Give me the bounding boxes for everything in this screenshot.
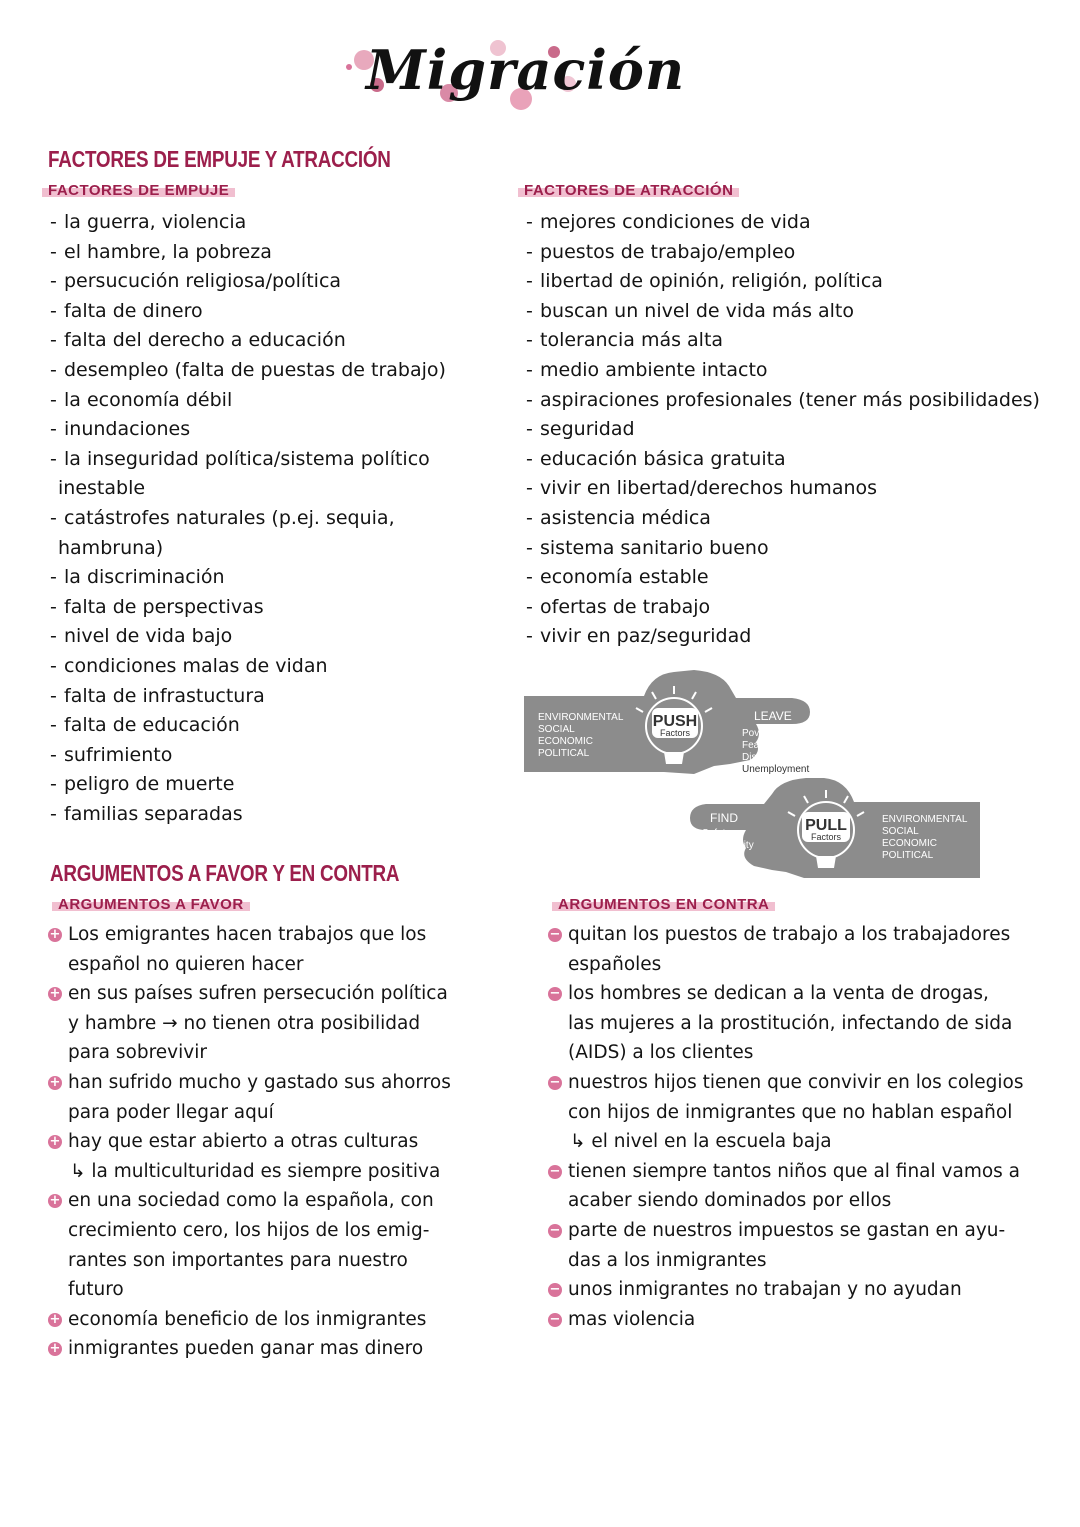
argument-line: futuro xyxy=(68,1279,124,1301)
argument-line: rantes son importantes para nuestro xyxy=(68,1249,408,1271)
list-item: - persucución religiosa/política xyxy=(50,267,446,297)
argument-line: economía beneficio de los inmigrantes xyxy=(68,1308,427,1330)
minus-bullet-icon: − xyxy=(549,1074,561,1090)
pull-sub: Factors xyxy=(810,832,842,842)
list-item: - tolerancia más alta xyxy=(526,326,1040,356)
list-item: - la guerra, violencia xyxy=(50,208,446,238)
list-item: - condiciones malas de vidan xyxy=(50,652,446,682)
push-reason: Poverty xyxy=(742,728,776,739)
section-heading-factors: FACTORES DE EMPUJE Y ATRACCIÓN xyxy=(48,146,391,172)
argument-line: Los emigrantes hacen trabajos que los xyxy=(68,924,427,945)
push-pull-graphic xyxy=(524,668,980,880)
argument-line: quitan los puestos de trabajo a los trabajadores xyxy=(568,924,1011,945)
minus-bullet-icon: − xyxy=(549,1311,561,1327)
list-item: - nivel de vida bajo xyxy=(50,622,446,652)
argument-item xyxy=(48,1305,451,1335)
argument-line: y hambre → no tienen otra posibilidad xyxy=(68,1012,421,1034)
list-item: - vivir en paz/seguridad xyxy=(526,622,1040,652)
argument-item xyxy=(48,920,451,979)
list-item: - familias separadas xyxy=(50,800,446,830)
plus-bullet-icon: + xyxy=(49,1193,61,1209)
push-factors-list xyxy=(50,208,446,829)
push-factors-heading: FACTORES DE EMPUJE xyxy=(42,182,235,199)
argument-line: nuestros hijos tienen que convivir en los colegios xyxy=(568,1071,1024,1093)
push-category: ENVIRONMENTAL xyxy=(538,712,624,723)
push-sub: Factors xyxy=(659,728,691,738)
list-item: - la inseguridad política/sistema político xyxy=(50,445,446,475)
pull-category: ENVIRONMENTAL xyxy=(882,814,968,825)
argument-item xyxy=(548,1157,1024,1216)
argument-line: hay que estar abierto a otras culturas xyxy=(68,1131,419,1153)
push-word: PUSH xyxy=(652,713,698,730)
pull-reason: Opportunity xyxy=(702,840,754,851)
push-reason: Disasters xyxy=(742,752,784,763)
pull-factors-list xyxy=(526,208,1040,652)
argument-item xyxy=(548,920,1024,979)
argument-line: para sobrevivir xyxy=(68,1042,207,1064)
list-item: - falta de perspectivas xyxy=(50,593,446,623)
push-category: POLITICAL xyxy=(538,748,590,759)
list-item: - asistencia médica xyxy=(526,504,1040,534)
minus-bullet-icon: − xyxy=(549,1282,561,1298)
list-item: - inundaciones xyxy=(50,415,446,445)
argument-line: (AIDS) a los clientes xyxy=(568,1042,754,1064)
plus-bullet-icon: + xyxy=(49,927,61,942)
argument-line: español no quieren hacer xyxy=(68,953,304,975)
argument-item xyxy=(548,1068,1024,1157)
argument-item xyxy=(48,1186,451,1304)
argument-line: en sus países sufren persecución política xyxy=(68,983,448,1005)
argument-line: parte de nuestros impuestos se gastan en ayu- xyxy=(568,1219,1006,1241)
list-item: - economía estable xyxy=(526,563,1040,593)
section-heading-arguments: ARGUMENTOS A FAVOR Y EN CONTRA xyxy=(50,860,400,886)
argument-line: en una sociedad como la española, con xyxy=(68,1190,434,1212)
list-item: - falta de infrastuctura xyxy=(50,682,446,712)
plus-bullet-icon: + xyxy=(49,1134,61,1150)
list-item: - la discriminación xyxy=(50,563,446,593)
argument-line: ↳ el nivel en la escuela baja xyxy=(570,1131,832,1153)
plus-bullet-icon: + xyxy=(49,1074,61,1090)
contra-arguments-list xyxy=(548,920,1024,1334)
argument-line: con hijos de inmigrantes que no hablan español xyxy=(568,1101,1013,1123)
list-item: - educación básica gratuita xyxy=(526,445,1040,475)
pull-factors-heading: FACTORES DE ATRACCIÓN xyxy=(518,182,739,199)
list-item: - puestos de trabajo/empleo xyxy=(526,238,1040,268)
argument-item xyxy=(548,1305,1024,1335)
list-item: - catástrofes naturales (p.ej. sequia, xyxy=(50,504,446,534)
plus-bullet-icon: + xyxy=(49,986,61,1002)
title-block xyxy=(340,30,686,120)
pull-category: SOCIAL xyxy=(882,826,919,837)
list-item: - el hambre, la pobreza xyxy=(50,238,446,268)
pull-category: ECONOMIC xyxy=(882,838,937,849)
list-item: - vivir en libertad/derechos humanos xyxy=(526,474,1040,504)
list-item: hambruna) xyxy=(58,536,164,559)
minus-bullet-icon: − xyxy=(549,986,561,1002)
list-item: - desempleo (falta de puestas de trabajo) xyxy=(50,356,446,386)
argument-item xyxy=(548,1275,1024,1305)
argument-item xyxy=(48,1068,451,1127)
push-pull-illustration xyxy=(524,668,980,880)
plus-bullet-icon: + xyxy=(49,1341,61,1357)
minus-bullet-icon: − xyxy=(549,1163,561,1179)
decor-dot xyxy=(346,64,352,70)
argument-item xyxy=(548,979,1024,1068)
list-item: inestable xyxy=(58,477,146,500)
push-action: LEAVE xyxy=(754,709,792,723)
list-item: - sistema sanitario bueno xyxy=(526,534,1040,564)
argument-line: las mujeres a la prostitución, infectando de sida xyxy=(568,1012,1013,1034)
push-reason: Fear xyxy=(742,740,763,751)
list-item: - seguridad xyxy=(526,415,1040,445)
push-category: SOCIAL xyxy=(538,724,575,735)
page-title: Migración xyxy=(366,38,686,102)
argument-item xyxy=(548,1216,1024,1275)
argument-item xyxy=(48,1334,451,1364)
list-item: - libertad de opinión, religión, política xyxy=(526,267,1040,297)
pull-category: POLITICAL xyxy=(882,850,934,861)
list-item: - medio ambiente intacto xyxy=(526,356,1040,386)
plus-bullet-icon: + xyxy=(49,1311,61,1327)
contra-heading: ARGUMENTOS EN CONTRA xyxy=(552,896,775,913)
argument-line: inmigrantes pueden ganar mas dinero xyxy=(68,1338,424,1360)
argument-line: han sufrido mucho y gastado sus ahorros xyxy=(68,1071,451,1093)
pull-reason: Stability xyxy=(702,852,738,863)
favor-arguments-list xyxy=(48,920,451,1364)
list-item: - mejores condiciones de vida xyxy=(526,208,1040,238)
list-item: - sufrimiento xyxy=(50,741,446,771)
argument-line: crecimiento cero, los hijos de los emig- xyxy=(68,1219,430,1241)
list-item: - falta de educación xyxy=(50,711,446,741)
pull-reason: Safety xyxy=(702,828,731,839)
argument-line: tienen siempre tantos niños que al final vamos a xyxy=(568,1160,1021,1182)
favor-heading: ARGUMENTOS A FAVOR xyxy=(52,896,250,913)
argument-line: unos inmigrantes no trabajan y no ayudan xyxy=(568,1279,962,1301)
argument-item xyxy=(48,1127,451,1186)
list-item: - aspiraciones profesionales (tener más posibilidades) xyxy=(526,386,1040,416)
pull-action: FIND xyxy=(710,811,738,825)
list-item: - la economía débil xyxy=(50,386,446,416)
argument-line: acaber siendo dominados por ellos xyxy=(568,1190,892,1212)
argument-line: mas violencia xyxy=(568,1308,696,1330)
minus-bullet-icon: − xyxy=(549,1222,561,1238)
argument-line: españoles xyxy=(568,953,662,975)
argument-line: para poder llegar aquí xyxy=(68,1101,274,1123)
push-reason: Unemployment xyxy=(742,764,810,775)
argument-line: los hombres se dedican a la venta de drogas, xyxy=(568,983,989,1005)
pull-word: PULL xyxy=(805,817,847,834)
list-item: - falta de dinero xyxy=(50,297,446,327)
minus-bullet-icon: − xyxy=(549,927,561,942)
list-item: - falta del derecho a educación xyxy=(50,326,446,356)
argument-line: das a los inmigrantes xyxy=(568,1249,767,1271)
argument-line: ↳ la multiculturidad es siempre positiva xyxy=(70,1160,441,1182)
push-category: ECONOMIC xyxy=(538,736,593,747)
list-item: - ofertas de trabajo xyxy=(526,593,1040,623)
list-item: - buscan un nivel de vida más alto xyxy=(526,297,1040,327)
pull-reason: Freedom xyxy=(702,864,743,875)
list-item: - peligro de muerte xyxy=(50,770,446,800)
argument-item xyxy=(48,979,451,1068)
